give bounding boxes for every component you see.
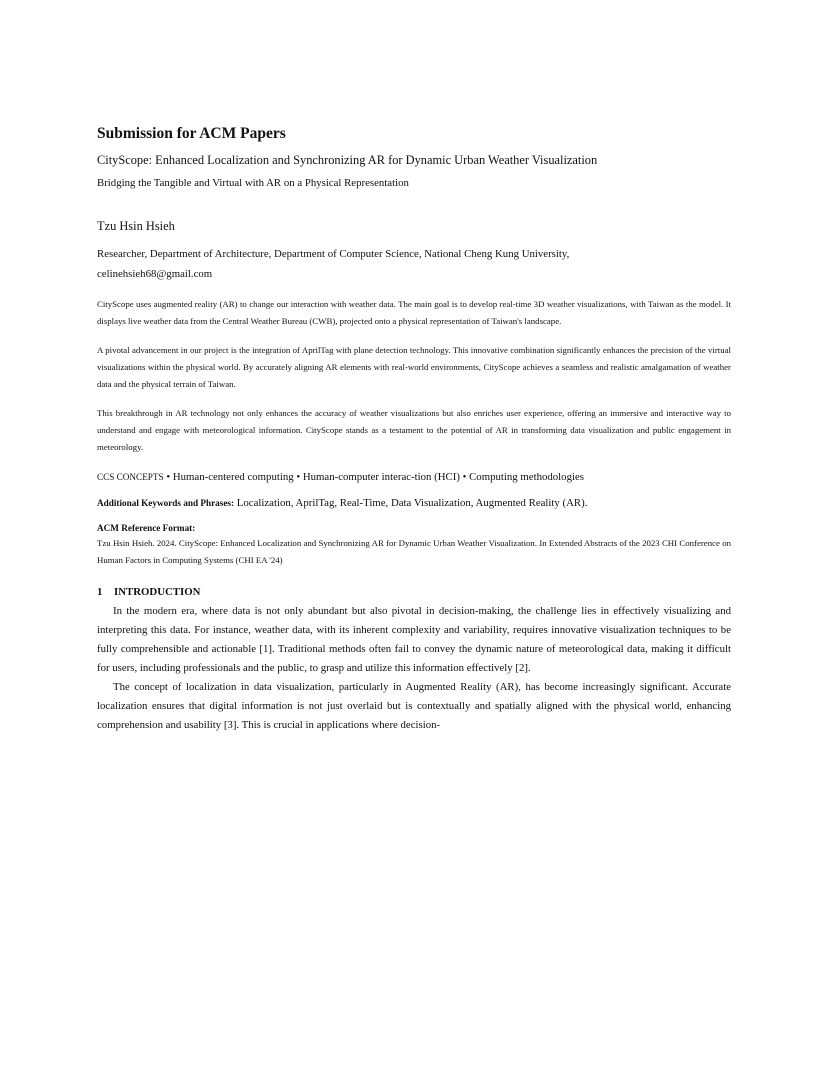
keywords-text: Localization, AprilTag, Real-Time, Data Visualization, Augmented Reality (AR).	[234, 497, 588, 509]
section-heading	[97, 584, 731, 600]
abstract-paragraph-1: CityScope uses augmented reality (AR) to change our interaction with weather data. The main goal is to develop real-time 3D weather visualizations, with Taiwan as the model. It displays live weather data from the Central Weather Bureau (CWB), projected onto a physical representation of Taiwan's landscape.	[97, 299, 731, 326]
body-paragraph-1: In the modern era, where data is not only abundant but also pivotal in decision-making, the challenge lies in effectively visualizing and interpreting this data. For instance, weather data, with its inherent complexity and variability, requires innovative visualization techniques to be fully comprehensible and actionable [1]. Traditional methods often fail to convey the dynamic nature of meteorological data, making it difficult for users, including professionals and the public, to grasp and utilize this information effectively [2].	[97, 605, 731, 674]
abstract-paragraph-2: A pivotal advancement in our project is the integration of AprilTag with plane detection technology. This innovative combination significantly enhances the precision of the virtual visualizations within the physical world. By accurately aligning AR elements with real-world environments, CityScope achieves a seamless and realistic amalgamation of weather data and the physical terrain of Taiwan.	[97, 345, 731, 389]
author-affiliation: Researcher, Department of Architecture, Department of Computer Science, National Cheng Kung University,	[97, 248, 570, 260]
paper-subsubtitle: Bridging the Tangible and Virtual with AR on a Physical Representation	[97, 177, 409, 189]
author-name: Tzu Hsin Hsieh	[97, 219, 175, 233]
section-title: INTRODUCTION	[114, 586, 201, 598]
abstract-paragraph-3: This breakthrough in AR technology not only enhances the accuracy of weather visualizations but also enriches user experience, offering an immersive and interactive way to understand and engage with meteorological information. CityScope stands as a testament to the potential of AR in transforming data visualization and public engagement in meteorology.	[97, 408, 731, 452]
page-content	[97, 124, 731, 735]
author-email: celinehsieh68@gmail.com	[97, 268, 213, 280]
paper-subtitle: CityScope: Enhanced Localization and Synchronizing AR for Dynamic Urban Weather Visualization	[97, 153, 598, 167]
ccs-concepts-text: • Human-centered computing • Human-computer interac-tion (HCI) • Computing methodologies	[163, 471, 584, 483]
paper-title: Submission for ACM Papers	[97, 125, 286, 142]
ccs-concepts	[97, 469, 731, 485]
keywords	[97, 495, 731, 511]
keywords-label: Additional Keywords and Phrases:	[97, 498, 235, 508]
abstract	[97, 296, 731, 456]
section-body	[97, 602, 731, 735]
body-paragraph-2: The concept of localization in data visualization, particularly in Augmented Reality (AR), has become increasingly significant. Accurate localization ensures that digital information is not just overlaid but is contextually and spatially aligned with the physical world, enhancing comprehension and usability [3]. This is crucial in applications where decision-	[97, 681, 731, 731]
author-block	[97, 244, 731, 284]
reference-format-heading: ACM Reference Format:	[97, 523, 196, 533]
ccs-concepts-label: CCS CONCEPTS	[97, 472, 164, 482]
section-number: 1	[97, 586, 103, 598]
reference-format-text: Tzu Hsin Hsieh. 2024. CityScope: Enhanced Localization and Synchronizing AR for Dynamic Urban Weather Visualization. In Extended Abstracts of the 2023 CHI Conference on Human Factors in Computing Systems (CHI EA '24)	[97, 538, 731, 565]
